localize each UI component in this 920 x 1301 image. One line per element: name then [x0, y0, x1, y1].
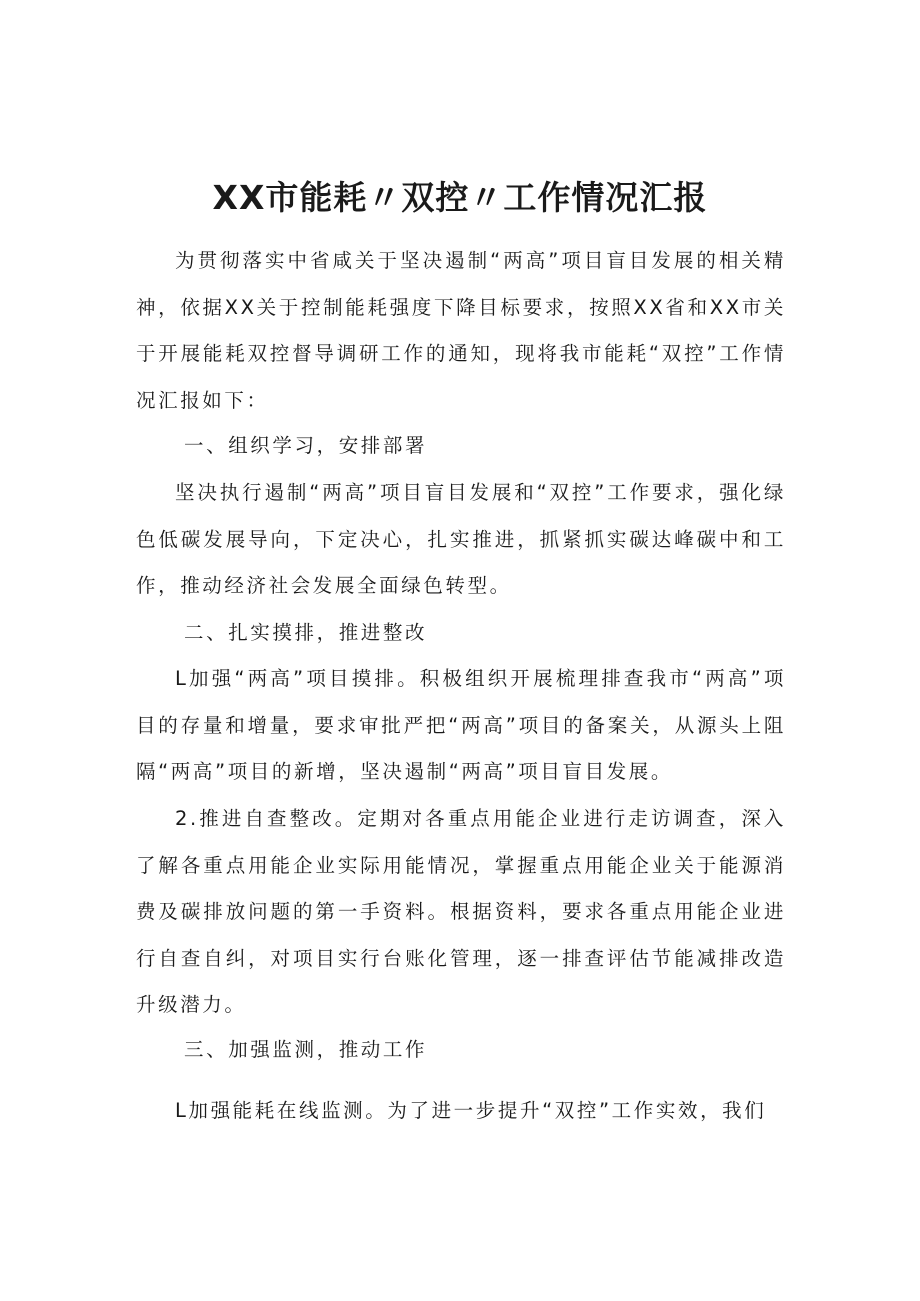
section-2-paragraph-2: 2.推进自查整改。定期对各重点用能企业进行走访调查，深入了解各重点用能企业实际用能情况，掌握重点用能企业关于能源消费及碳排放问题的第一手资料。根据资料，要求各重点用能企业进行自查自纠，对项目实行台账化管理，逐一排查评估节能减排改造升级潜力。 — [136, 807, 786, 1016]
section-2-heading: 二、扎实摸排，推进整改 — [184, 621, 428, 644]
section-3-paragraph-1: L加强能耗在线监测。为了进一步提升“双控”工作实效，我们 — [175, 1099, 767, 1122]
section-1-heading: 一、组织学习，安排部署 — [184, 434, 428, 457]
intro-paragraph: 为贯彻落实中省咸关于坚决遏制“两高”项目盲目发展的相关精神，依据XX关于控制能耗强度下降目标要求，按照XX省和XX市关于开展能耗双控督导调研工作的通知，现将我市能耗“双控”工作情况汇报如下： — [136, 249, 786, 412]
document-title: XX市能耗〃双控〃工作情况汇报 — [212, 178, 708, 217]
section-3-heading: 三、加强监测，推动工作 — [184, 1038, 428, 1061]
section-1-paragraph: 坚决执行遏制“两高”项目盲目发展和“双控”工作要求，强化绿色低碳发展导向，下定决心，扎实推进，抓紧抓实碳达峰碳中和工作，推动经济社会发展全面绿色转型。 — [136, 481, 786, 597]
section-2-paragraph-1: L加强“两高”项目摸排。积极组织开展梳理排查我市“两高”项目的存量和增量，要求审批严把“两高”项目的备案关，从源头上阻隔“两高”项目的新增，坚决遏制“两高”项目盲目发展。 — [136, 667, 786, 783]
